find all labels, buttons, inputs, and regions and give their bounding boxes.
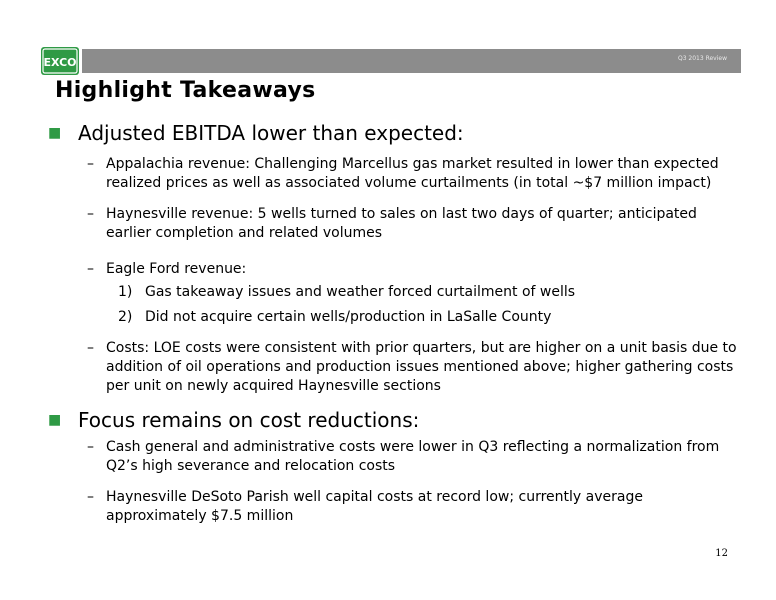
square-bullet-icon: ■	[48, 412, 62, 428]
header-badge: Q3 2013 Review	[677, 55, 727, 62]
header-bar	[82, 49, 741, 73]
exco-logo	[40, 46, 80, 76]
slide-title: Highlight Takeaways	[55, 78, 316, 103]
svg-text:EXCO: EXCO	[43, 56, 77, 69]
page-number: 12	[715, 548, 728, 559]
square-bullet-icon: ■	[48, 125, 62, 141]
